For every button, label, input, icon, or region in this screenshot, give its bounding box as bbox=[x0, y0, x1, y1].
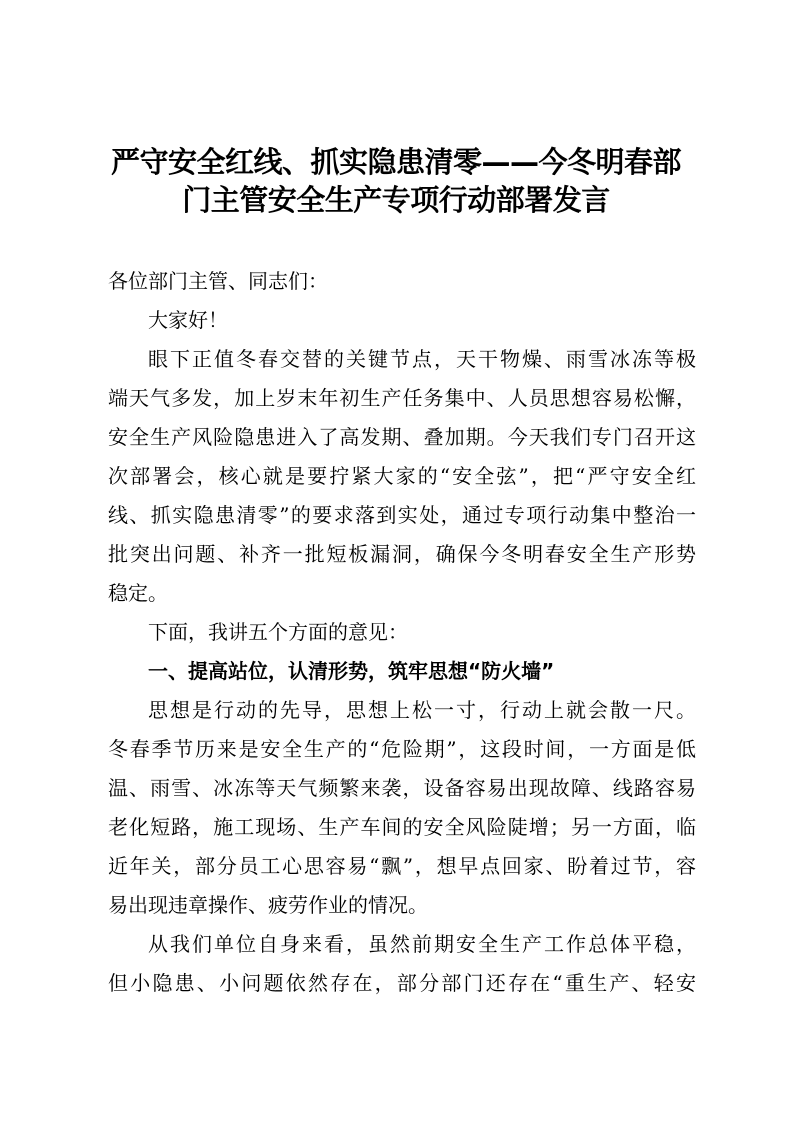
paragraph-line: 思想是行动的先导，思想上松一寸，行动上就会散一尺。 bbox=[148, 698, 696, 722]
section-heading: 一、提高站位，认清形势，筑牢思想“防火墙” bbox=[148, 659, 555, 683]
paragraph-line: 批突出问题、补齐一批短板漏洞，确保今冬明春安全生产形势 bbox=[108, 542, 696, 566]
paragraph-line: 眼下正值冬春交替的关键节点，天干物燥、雨雪冰冻等极 bbox=[148, 347, 696, 371]
paragraph-line: 但小隐患、小问题依然存在，部分部门还存在“重生产、轻安 bbox=[108, 971, 696, 995]
paragraph-line: 线、抓实隐患清零”的要求落到实处，通过专项行动集中整治一 bbox=[108, 503, 696, 527]
paragraph-line: 老化短路，施工现场、生产车间的安全风险陡增；另一方面，临 bbox=[108, 815, 696, 839]
paragraph-line: 易出现违章操作、疲劳作业的情况。 bbox=[108, 893, 428, 917]
paragraph-line: 温、雨雪、冰冻等天气频繁来袭，设备容易出现故障、线路容易 bbox=[108, 776, 696, 800]
paragraph-line: 安全生产风险隐患进入了高发期、叠加期。今天我们专门召开这 bbox=[108, 425, 696, 449]
paragraph-line: 近年关，部分员工心思容易“飘”，想早点回家、盼着过节，容 bbox=[108, 854, 696, 878]
paragraph-line: 次部署会，核心就是要拧紧大家的“安全弦”，把“严守安全红 bbox=[108, 464, 696, 488]
paragraph-line: 从我们单位自身来看，虽然前期安全生产工作总体平稳， bbox=[148, 932, 696, 956]
paragraph-line: 端天气多发，加上岁末年初生产任务集中、人员思想容易松懈， bbox=[108, 386, 696, 410]
document-title-line-1: 严守安全红线、抓实隐患清零——今冬明春部 bbox=[110, 145, 681, 179]
document-title-line-2: 门主管安全生产专项行动部署发言 bbox=[182, 183, 610, 217]
paragraph-line: 冬春季节历来是安全生产的“危险期”，这段时间，一方面是低 bbox=[108, 737, 696, 761]
paragraph-line: 稳定。 bbox=[108, 581, 168, 605]
greeting: 大家好！ bbox=[148, 308, 228, 332]
intro-line: 下面，我讲五个方面的意见： bbox=[148, 620, 408, 644]
salutation: 各位部门主管、同志们： bbox=[108, 269, 328, 293]
